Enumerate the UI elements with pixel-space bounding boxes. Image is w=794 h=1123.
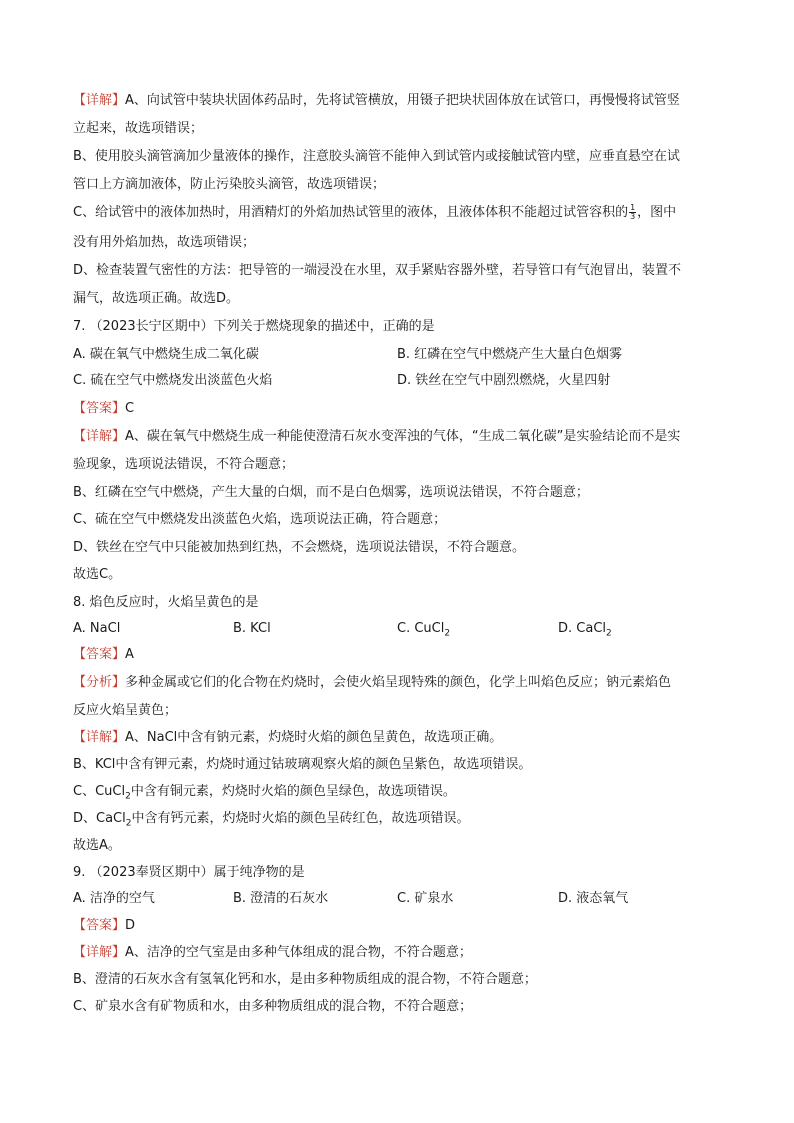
- q6-explain-line: 漏气，故选项正确。故选D。: [73, 291, 240, 306]
- q7-explain-text: A、碳在氧气中燃烧生成一种能使澄清石灰水变浑浊的气体，“生成二氧化碳”是实验结论而不是实: [125, 429, 681, 444]
- fraction-numerator: 1: [630, 203, 636, 212]
- q8-analysis-line: 反应火焰呈黄色；: [73, 703, 178, 718]
- q8-answer: [73, 646, 134, 664]
- q7-conclusion: 故选C。: [73, 567, 122, 582]
- answer-tag: 【答案】: [73, 401, 126, 416]
- q7-explain-line: D、铁丝在空气中只能被加热到红热，不会燃烧，选项说法错误，不符合题意。: [73, 540, 526, 555]
- q8-stem: 8. 焰色反应时，火焰呈黄色的是: [73, 595, 259, 610]
- q9-option-b: B. 澄清的石灰水: [233, 891, 329, 906]
- q8-option-d-text: D. CaCl: [558, 621, 607, 636]
- q9-option-a: A. 洁净的空气: [73, 891, 155, 906]
- q9-answer: [73, 917, 135, 935]
- q6-explain-text: ，图中: [637, 205, 677, 220]
- q8-explain-line: [73, 783, 456, 806]
- subscript: 2: [125, 818, 132, 829]
- q8-explain-text: 中含有铜元素，灼烧时火焰的颜色呈绿色，故选项错误。: [130, 784, 456, 799]
- q8-option-c: [397, 620, 450, 643]
- q7-answer: [73, 400, 134, 418]
- q8-analysis-line: [73, 674, 671, 692]
- q7-option-c: C. 硫在空气中燃烧发出淡蓝色火焰: [73, 373, 273, 388]
- q6-explain-line: D、检查装置气密性的方法：把导管的一端浸没在水里，双手紧贴容器外壁，若导管口有气泡冒出，装置不: [73, 263, 682, 278]
- q7-explain-line: C、硫在空气中燃烧发出淡蓝色火焰，选项说法正确，符合题意；: [73, 512, 447, 527]
- q8-explain-text: C、CuCl: [73, 784, 126, 799]
- q6-explain-line: 管口上方滴加液体，防止污染胶头滴管，故选项错误；: [73, 177, 386, 192]
- fraction-denominator: 3: [630, 212, 636, 221]
- answer-value: A: [125, 647, 134, 662]
- q8-explain-line: [73, 729, 502, 747]
- q8-explain-text: 中含有钙元素，灼烧时火焰的颜色呈砖红色，故选项错误。: [131, 811, 470, 826]
- q6-explain-text: C、给试管中的液体加热时，用酒精灯的外焰加热试管里的液体，且液体体积不能超过试管容积的: [73, 205, 629, 220]
- q9-explain-line: C、矿泉水含有矿物质和水，由多种物质组成的混合物，不符合题意；: [73, 999, 473, 1014]
- q8-explain-text: A、NaCl中含有钠元素，灼烧时火焰的颜色呈黄色，故选项正确。: [125, 730, 503, 745]
- q7-option-b: B. 红磷在空气中燃烧产生大量白色烟雾: [397, 347, 623, 362]
- fraction: [629, 204, 636, 221]
- q9-option-c: C. 矿泉水: [397, 891, 454, 906]
- q8-option-b: B. KCl: [233, 621, 271, 636]
- q6-explain-line: [73, 92, 680, 110]
- q9-explain-line: B、澄清的石灰水含有氢氧化钙和水，是由多种物质组成的混合物，不符合题意；: [73, 972, 537, 987]
- subscript: 2: [606, 628, 612, 639]
- q7-stem: 7. （2023长宁区期中）下列关于燃烧现象的描述中，正确的是: [73, 319, 435, 334]
- subscript: 2: [444, 628, 451, 639]
- explain-tag: 【详解】: [73, 945, 126, 960]
- q6-explain-text: A、向试管中装块状固体药品时，先将试管横放，用镊子把块状固体放在试管口，再慢慢将试管竖: [125, 93, 680, 108]
- answer-tag: 【答案】: [73, 918, 126, 933]
- q8-explain-line: B、KCl中含有钾元素，灼烧时通过钴玻璃观察火焰的颜色呈紫色，故选项错误。: [73, 757, 532, 772]
- q6-explain-line: B、使用胶头滴管滴加少量液体的操作，注意胶头滴管不能伸入到试管内或接触试管内壁，应垂直悬空在试: [73, 149, 680, 164]
- q8-explain-text: D、CaCl: [73, 811, 126, 826]
- q9-explain-text: A、洁净的空气室是由多种气体组成的混合物，不符合题意；: [125, 945, 472, 960]
- analysis-tag: 【分析】: [73, 675, 126, 690]
- q8-explain-line: [73, 810, 470, 833]
- q7-explain-line: 验现象，选项说法错误，不符合题意；: [73, 457, 295, 472]
- q8-conclusion: 故选A。: [73, 838, 121, 853]
- q8-option-c-text: C. CuCl: [397, 621, 445, 636]
- explain-tag: 【详解】: [73, 93, 126, 108]
- q8-option-d: [558, 620, 612, 643]
- q6-explain-line: 没有用外焰加热，故选项错误；: [73, 235, 256, 250]
- explain-tag: 【详解】: [73, 429, 126, 444]
- q9-stem: 9. （2023奉贤区期中）属于纯净物的是: [73, 865, 305, 880]
- q7-explain-line: B、红磷在空气中燃烧，产生大量的白烟，而不是白色烟雾，选项说法错误，不符合题意；: [73, 485, 589, 500]
- q9-explain-line: [73, 944, 472, 962]
- q6-explain-line: 立起来，故选项错误；: [73, 121, 204, 136]
- subscript: 2: [125, 791, 131, 802]
- q8-option-a: A. NaCl: [73, 621, 121, 636]
- explain-tag: 【详解】: [73, 730, 126, 745]
- q7-option-a: A. 碳在氧气中燃烧生成二氧化碳: [73, 347, 259, 362]
- q8-analysis-text: 多种金属或它们的化合物在灼烧时，会使火焰呈现特殊的颜色，化学上叫焰色反应；钠元素焰色: [125, 675, 672, 690]
- q9-option-d: D. 液态氧气: [558, 891, 629, 906]
- q7-explain-line: [73, 428, 680, 446]
- q7-option-d: D. 铁丝在空气中剧烈燃烧，火星四射: [397, 373, 611, 388]
- q6-explain-line: [73, 204, 676, 222]
- answer-value: C: [125, 401, 135, 416]
- answer-value: D: [125, 918, 136, 933]
- answer-tag: 【答案】: [73, 647, 126, 662]
